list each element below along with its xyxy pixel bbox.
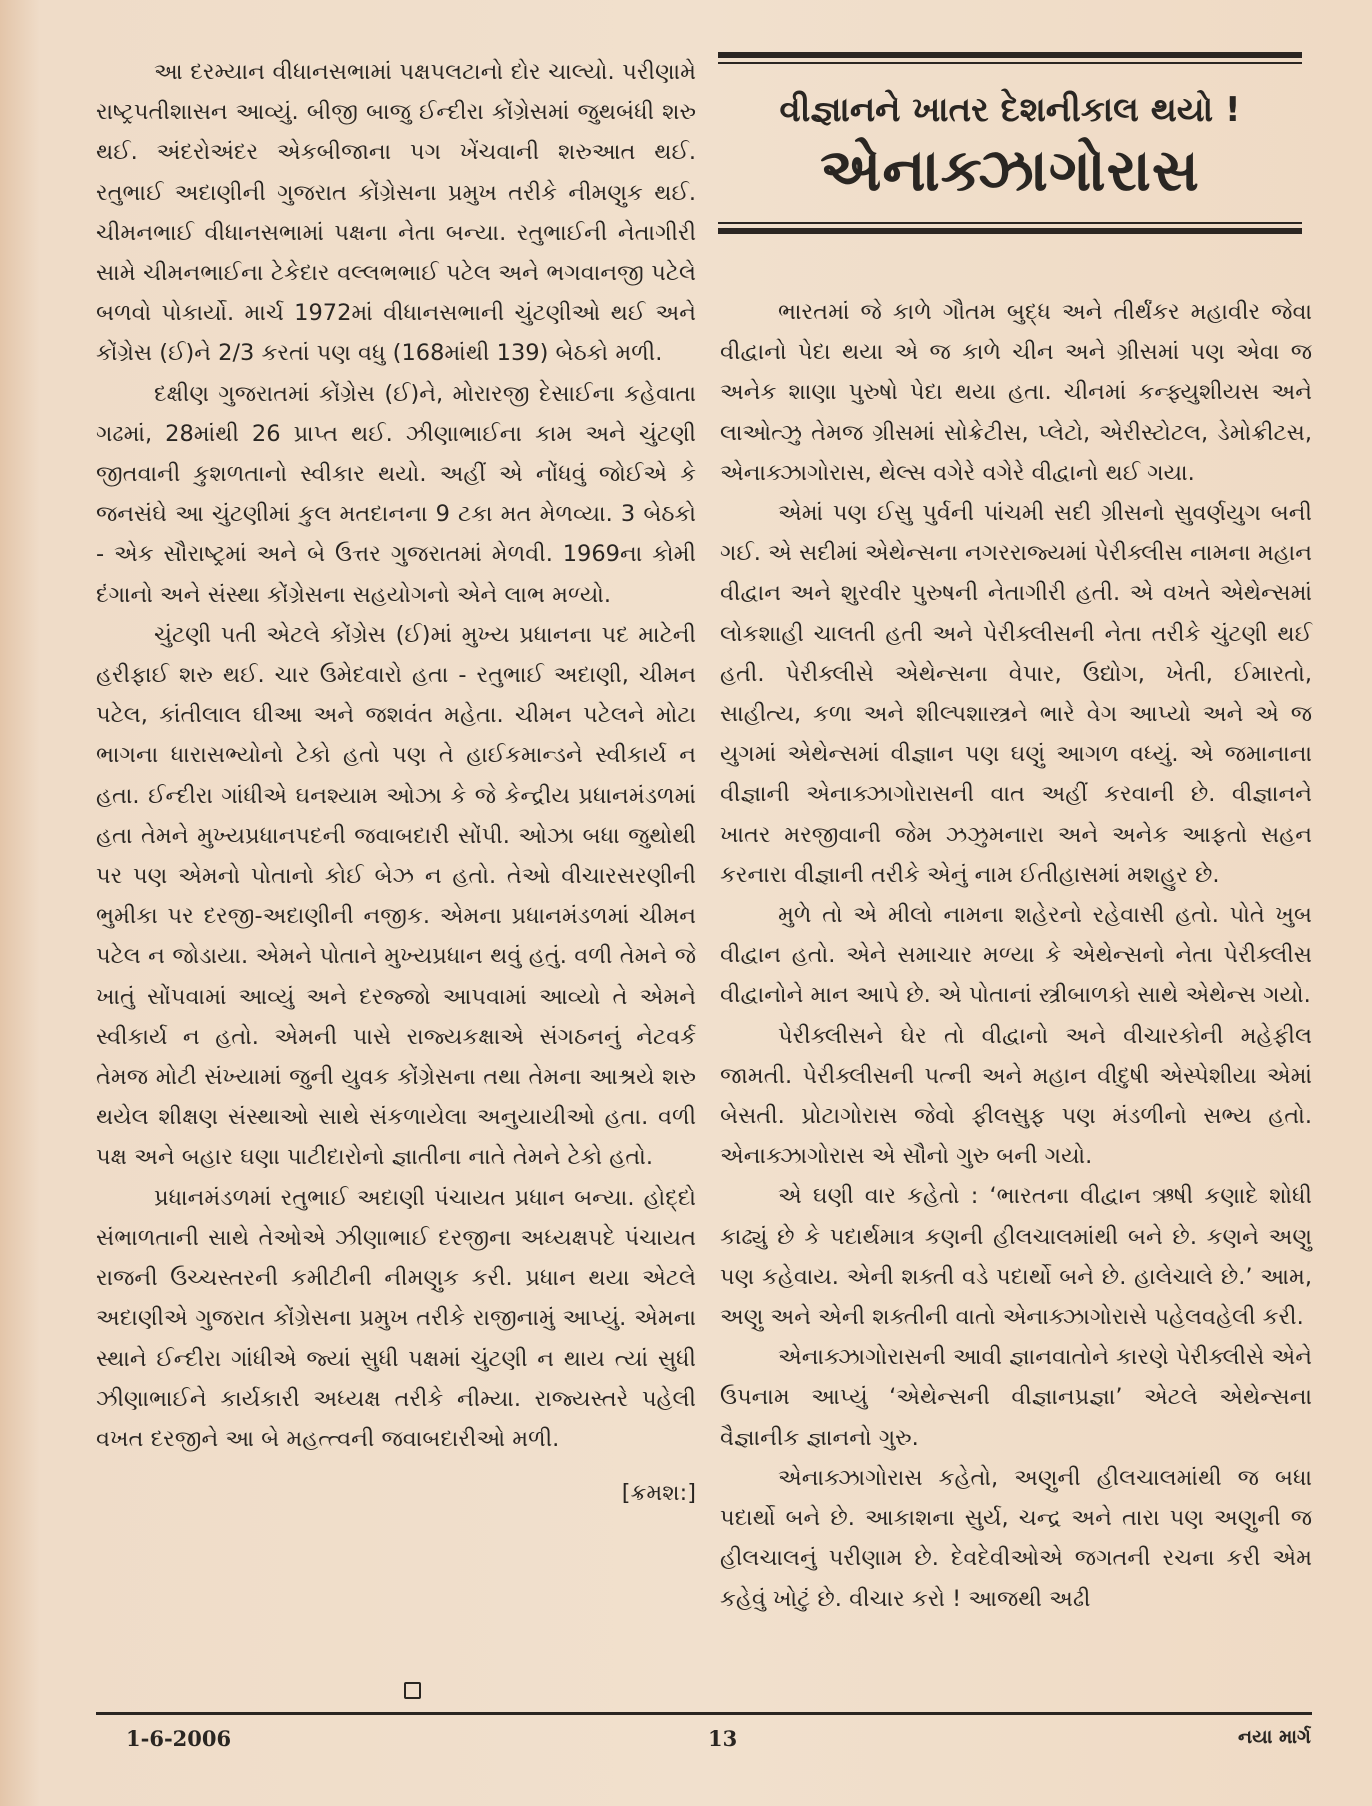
left-paragraph-2: દક્ષીણ ગુજરાતમાં કોંગ્રેસ (ઈ)ને, મોરારજી દેસાઈના કહેવાતા ગઢમાં, 28માંથી 26 પ્રાપ્ત થઈ. ઝીણાભાઈના કામ અને ચુંટણી જીતવાની કુશળતાનો સ્વીકાર થયો. અહીં એ નોંધવું જોઈએ કે જનસંઘે આ ચુંટણીમાં કુલ મતદાનના 9 ટકા મત મેળવ્યા. 3 બેઠકો - એક સૌરાષ્ટ્રમાં અને બે ઉત્તર ગુજરાતમાં મેળવી. 1969ના કોમી દંગાનો અને સંસ્થા કોંગ્રેસના સહયોગનો એને લાભ મળ્યો.	[96, 380, 696, 608]
article-paragraph-5: એ ઘણી વાર કહેતો : ‘ભારતના વીદ્વાન ઋષી કણાદે શોધી કાઢ્યું છે કે પદાર્થમાત્ર કણની હીલચાલમાંથી બને છે. કણને અણુ પણ કહેવાય. એની શક્તી વડે પદાર્થો બને છે. હાલેચાલે છે.’ આમ, અણુ અને એની શક્તીની વાતો એનાક્ઝાગોરાસે પહેલવહેલી કરી.	[720, 1183, 1312, 1331]
continued-marker: [ક્રમશ:]	[621, 1480, 696, 1507]
end-mark-icon	[404, 1682, 421, 1699]
article-paragraph-3: મુળે તો એ મીલો નામના શહેરનો રહેવાસી હતો. પોતે ખુબ વીદ્વાન હતો. એને સમાચાર મળ્યા કે એથેન્સનો નેતા પેરીક્લીસ વીદ્વાનોને માન આપે છે. એ પોતાનાં સ્ત્રીબાળકો સાથે એથેન્સ ગયો.	[720, 902, 1312, 1009]
left-column	[96, 52, 696, 1513]
article-paragraph-6: એનાક્ઝાગોરાસની આવી જ્ઞાનવાતોને કારણે પેરીક્લીસે એને ઉપનામ આપ્યું ‘એથેન્સની વીજ્ઞાનપ્રજ્ઞા’ એટલે એથેન્સના વૈજ્ઞાનીક જ્ઞાનનો ગુરુ.	[720, 1344, 1312, 1451]
issue-date: 1-6-2006	[126, 1726, 232, 1751]
article-paragraph-7: એનાક્ઝાગોરાસ કહેતો, અણુની હીલચાલમાંથી જ બધા પદાર્થો બને છે. આકાશના સુર્ય, ચન્દ્ર અને તારા પણ અણુની જ હીલચાલનું પરીણામ છે. દેવદેવીઓએ જગતની રચના કરી એમ કહેવું ખોટું છે. વીચાર કરો ! આજથી અઢી	[720, 1464, 1312, 1612]
article-paragraph-4: પેરીક્લીસને ઘેર તો વીદ્વાનો અને વીચારકોની મહેફીલ જામતી. પેરીક્લીસની પત્ની અને મહાન વીદુષી એસ્પેશીયા એમાં બેસતી. પ્રોટાગોરાસ જેવો ફીલસુફ પણ મંડળીનો સભ્ય હતો. એનાક્ઝાગોરાસ એ સૌનો ગુરુ બની ગયો.	[720, 1022, 1312, 1170]
left-paragraph-4: પ્રધાનમંડળમાં રતુભાઈ અદાણી પંચાયત પ્રધાન બન્યા. હોદ્દો સંભાળતાની સાથે તેઓએ ઝીણાભાઈ દરજીના અધ્યક્ષપદે પંચાયત રાજની ઉચ્ચસ્તરની કમીટીની નીમણુક કરી. પ્રધાન થયા એટલે અદાણીએ ગુજરાત કોંગ્રેસના પ્રમુખ તરીકે રાજીનામું આપ્યું. એમના સ્થાને ઈન્દીરા ગાંધીએ જ્યાં સુધી પક્ષમાં ચુંટણી ન થાય ત્યાં સુધી ઝીણાભાઈને કાર્યકારી અધ્યક્ષ તરીકે નીમ્યા. રાજ્યસ્તરે પહેલી વખત દરજીને આ બે મહત્ત્વની જવાબદારીઓ મળી.	[96, 1184, 696, 1452]
article-title: એનાક્ઝાગોરાસ	[820, 136, 1200, 204]
article-heading	[718, 70, 1302, 218]
right-column	[720, 292, 1312, 1619]
heading-bottom-rule-thin	[718, 222, 1302, 224]
heading-top-rule-thin	[718, 62, 1302, 64]
article-paragraph-1: ભારતમાં જે કાળે ગૌતમ બુદ્ધ અને તીર્થંકર મહાવીર જેવા વીદ્વાનો પેદા થયા એ જ કાળે ચીન અને ગ્રીસમાં પણ એવા જ અનેક શાણા પુરુષો પેદા થયા હતા. ચીનમાં કન્ફ્યુશીયસ અને લાઓત્ઝુ તેમજ ગ્રીસમાં સોક્રેટીસ, પ્લેટો, એરીસ્ટોટલ, ડેમોક્રીટસ, એનાક્ઝાગોરાસ, થેલ્સ વગેરે વગેરે વીદ્વાનો થઈ ગયા.	[720, 299, 1312, 486]
article-subtitle: વીજ્ઞાનને ખાતર દેશનીકાલ થયો !	[779, 90, 1241, 130]
magazine-name: નયા માર્ગ	[1238, 1726, 1311, 1748]
left-paragraph-3: ચુંટણી પતી એટલે કોંગ્રેસ (ઈ)માં મુખ્ય પ્રધાનના પદ માટેની હરીફાઈ શરુ થઈ. ચાર ઉમેદવારો હતા - રતુભાઈ અદાણી, ચીમન પટેલ, કાંતીલાલ ઘીઆ અને જશવંત મહેતા. ચીમન પટેલને મોટા ભાગના ધારાસભ્યોનો ટેકો હતો પણ તે હાઈકમાન્ડને સ્વીકાર્ય ન હતા. ઈન્દીરા ગાંધીએ ઘનશ્યામ ઓઝા કે જે કેન્દ્રીય પ્રધાનમંડળમાં હતા તેમને મુખ્યપ્રધાનપદની જવાબદારી સોંપી. ઓઝા બધા જુથોથી પર પણ એમનો પોતાનો કોઈ બેઝ ન હતો. તેઓ વીચારસરણીની ભુમીકા પર દરજી-અદાણીની નજીક. એમના પ્રધાનમંડળમાં ચીમન પટેલ ન જોડાયા. એમને પોતાને મુખ્યપ્રધાન થવું હતું. વળી તેમને જે ખાતું સોંપવામાં આવ્યું અને દરજ્જો આપવામાં આવ્યો તે એમને સ્વીકાર્ય ન હતો. એમની પાસે રાજ્યકક્ષાએ સંગઠનનું નેટવર્ક તેમજ મોટી સંખ્યામાં જુની યુવક કોંગ્રેસના તથા તેમના આશ્રયે શરુ થયેલ શીક્ષણ સંસ્થાઓ સાથે સંકળાયેલા અનુયાયીઓ હતા. વળી પક્ષ અને બહાર ઘણા પાટીદારોનો જ્ઞાતીના નાતે તેમને ટેકો હતો.	[96, 621, 696, 1171]
left-paragraph-1: આ દરમ્યાન વીધાનસભામાં પક્ષપલટાનો દોર ચાલ્યો. પરીણામે રાષ્ટ્રપતીશાસન આવ્યું. બીજી બાજુ ઈન્દીરા કોંગ્રેસમાં જુથબંધી શરુ થઈ. અંદરોઅંદર એકબીજાના પગ ખેંચવાની શરુઆત થઈ. રતુભાઈ અદાણીની ગુજરાત કોંગ્રેસના પ્રમુખ તરીકે નીમણુક થઈ. ચીમનભાઈ વીધાનસભામાં પક્ષના નેતા બન્યા. રતુભાઈની નેતાગીરી સામે ચીમનભાઈના ટેકેદાર વલ્લભભાઈ પટેલ અને ભગવાનજી પટેલે બળવો પોકાર્યો. માર્ચ 1972માં વીધાનસભાની ચુંટણીઓ થઈ અને કોંગ્રેસ (ઈ)ને 2/3 કરતાં પણ વધુ (168માંથી 139) બેઠકો મળી.	[96, 59, 696, 367]
heading-bottom-rule-thick	[718, 228, 1302, 234]
page-number: 13	[708, 1726, 738, 1751]
heading-top-rule-thick	[718, 52, 1302, 58]
article-paragraph-2: એમાં પણ ઈસુ પુર્વની પાંચમી સદી ગ્રીસનો સુવર્ણયુગ બની ગઈ. એ સદીમાં એથેન્સના નગરરાજ્યમાં પેરીક્લીસ નામના મહાન વીદ્વાન અને શુરવીર પુરુષની નેતાગીરી હતી. એ વખતે એથેન્સમાં લોકશાહી ચાલતી હતી અને પેરીક્લીસની નેતા તરીકે ચુંટણી થઈ હતી. પેરીક્લીસે એથેન્સના વેપાર, ઉદ્યોગ, ખેતી, ઈમારતો, સાહીત્ય, કળા અને શીલ્પશાસ્ત્રને ભારે વેગ આપ્યો અને એ જ યુગમાં એથેન્સમાં વીજ્ઞાન પણ ઘણું આગળ વધ્યું. એ જમાનાના વીજ્ઞાની એનાક્ઝાગોરાસની વાત અહીં કરવાની છે. વીજ્ઞાનને ખાતર મરજીવાની જેમ ઝઝુમનારા અને અનેક આફતો સહન કરનારા વીજ્ઞાની તરીકે એનું નામ ઈતીહાસમાં મશહુર છે.	[720, 500, 1312, 888]
footer-rule	[96, 1712, 1312, 1715]
